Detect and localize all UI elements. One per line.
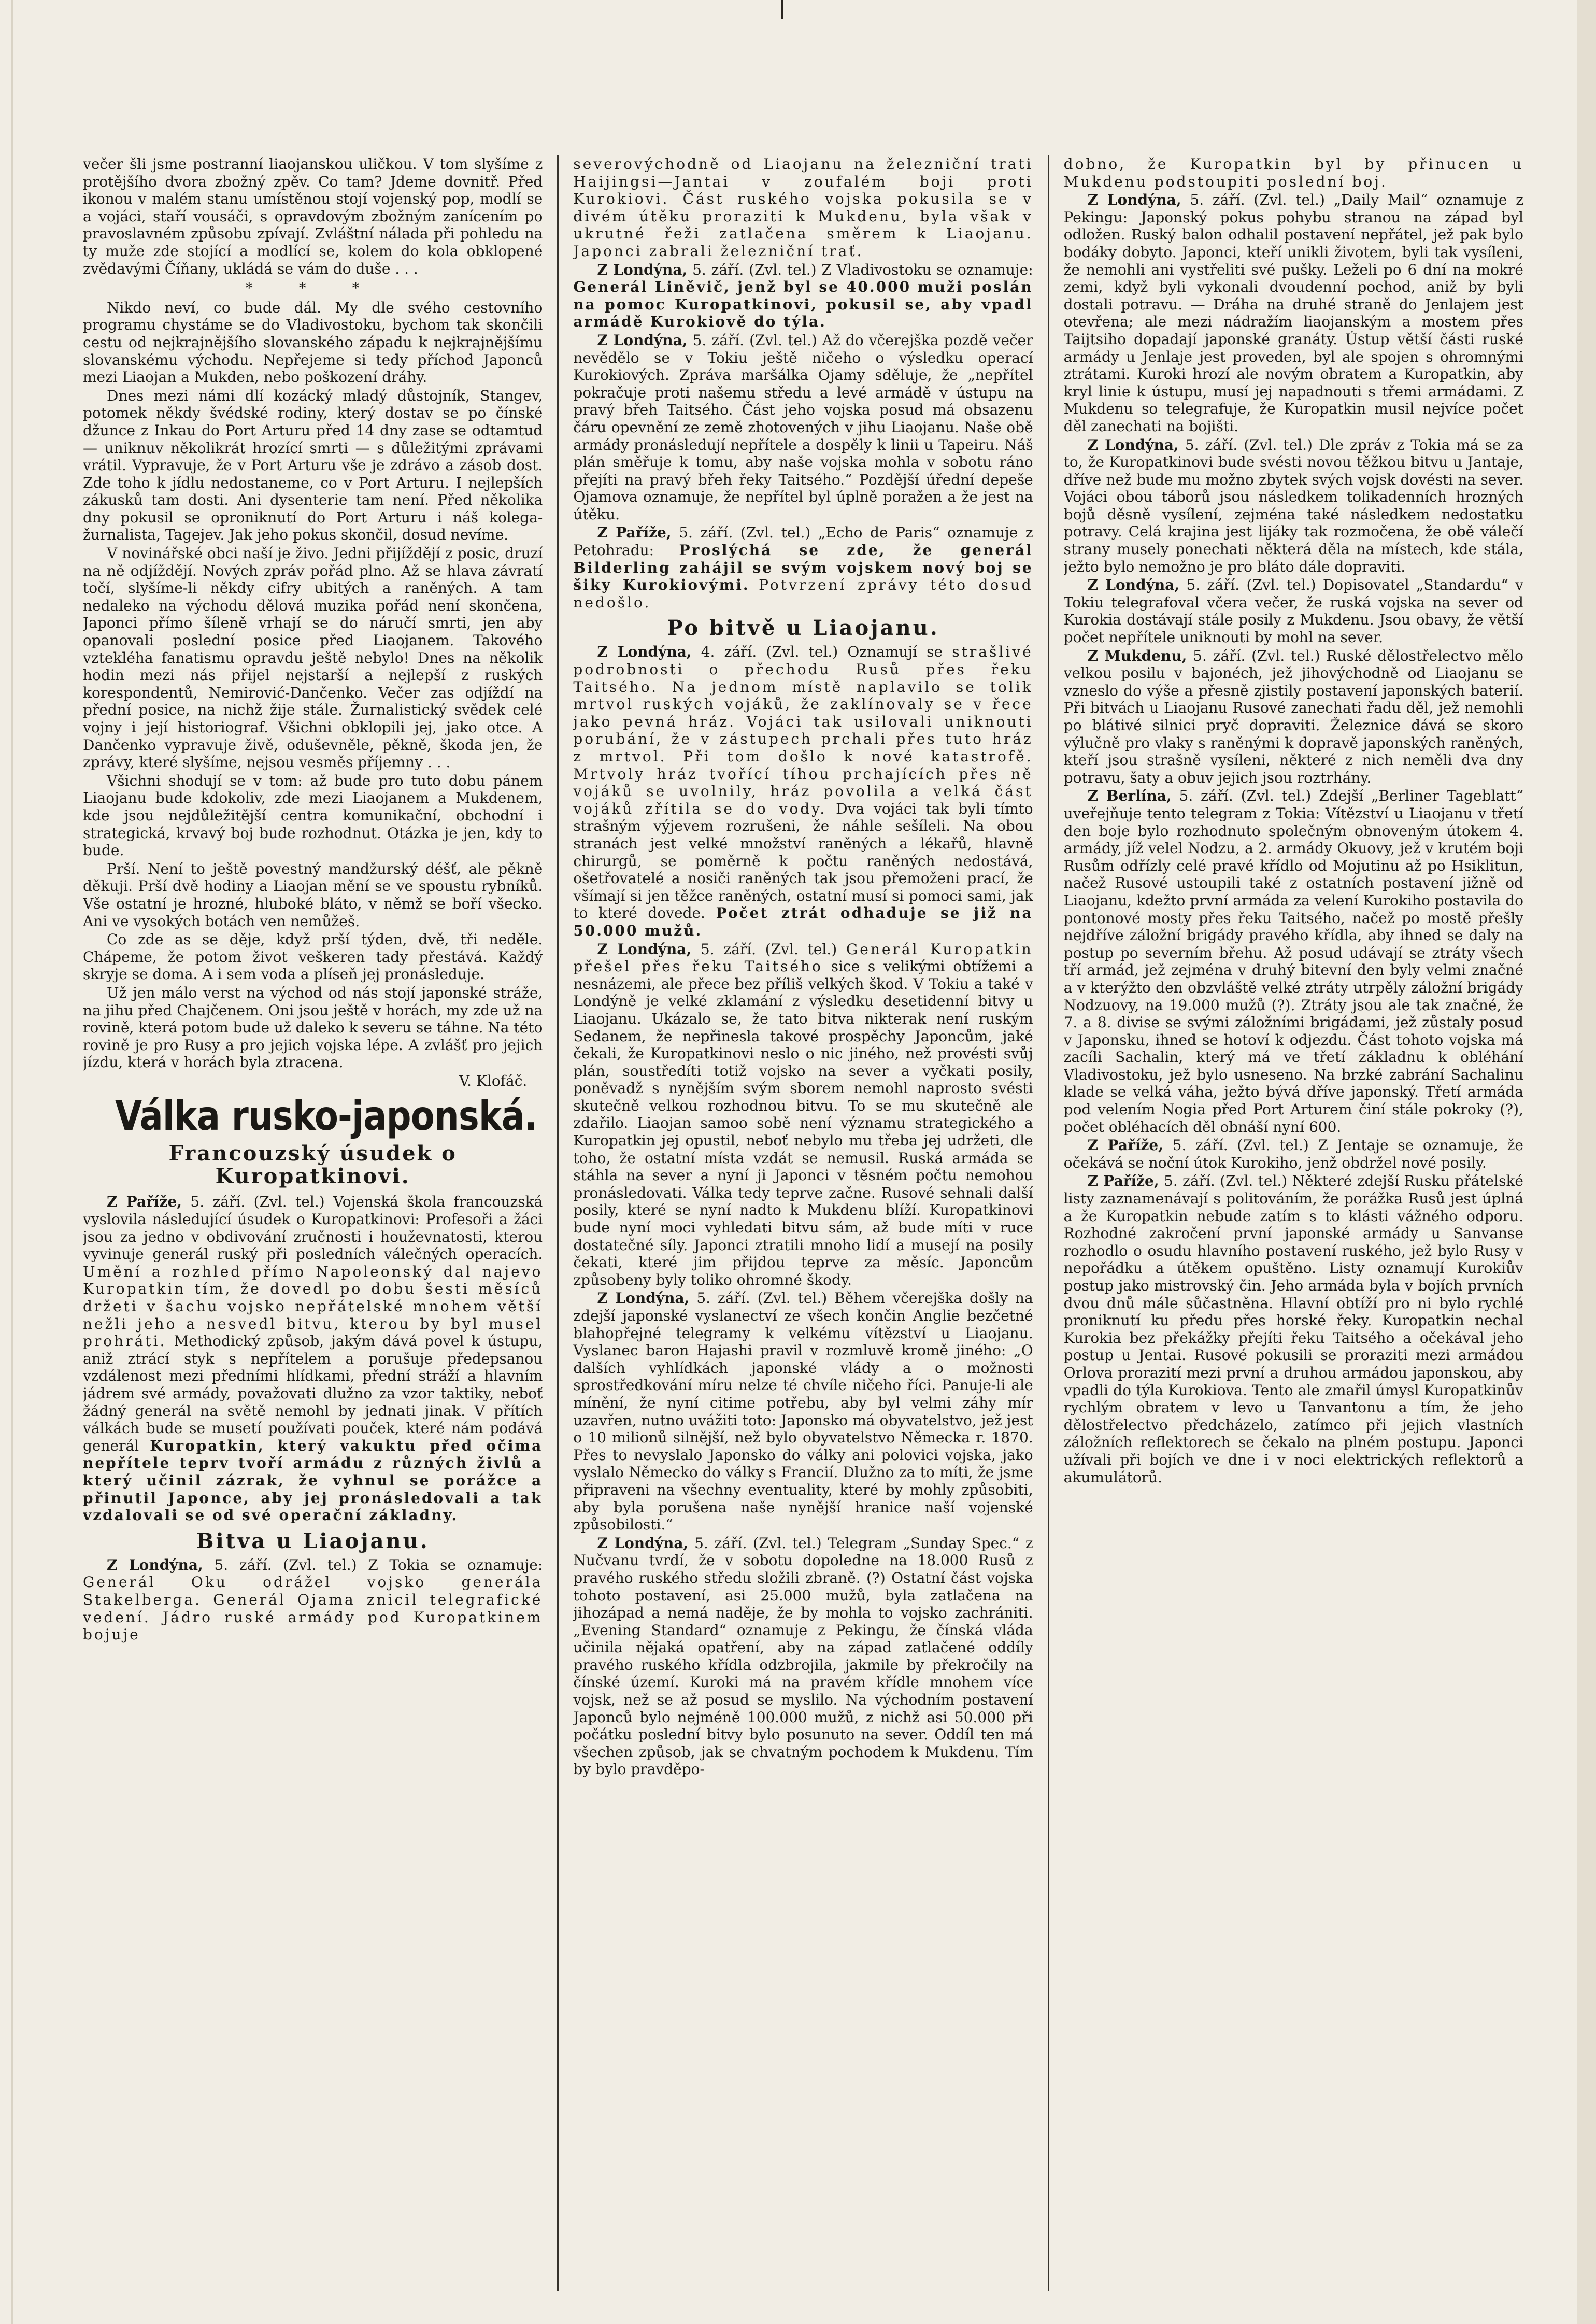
top-crease-mark [781,0,783,19]
report-paragraph: Z Londýna, 5. září. (Zvl. tel.) Telegram „Sunday Spec.“ z Nučvanu tvrdí, že v sobotu dopoledne na 18.000 Rusů z pravého ruského středu složili zbraně. (?) Ostatní část vojska tohoto postavení, asi 25.000 mužů, byla zatlačena na jihozápad a nemá naděje, že by mohla to vojsko zachrániti. „Evening Standard“ oznamuje z Pekingu, že čínská vláda učinila nějaká opatření, aby na západ zatlačené oddíly pravého ruského křídla odzbrojila, jakmile by překročily na čínské území. Kuroki má na pravém křídle mnohem více vojsk, než se až posud se myslilo. Na východním postavení Japonců bylo nejméně 100.000 mužů, z nichž asi 50.000 při počátku poslední bitvy bylo posunuto na sever. Oddíl ten má všechen způsob, jak se chvatným pochodem k Mukdenu. Tím by bylo pravděpo- [573,1534,1033,1778]
article-headline: Bitva u Liaojanu. [196,1528,430,1553]
report-paragraph: Z Londýna, 5. září. (Zvl. tel.) Z Vladivostoku se oznamuje: Generál Liněvič, jenž byl se 40.000 muži poslán na pomoc Kuropatkinovi, pokusil se, aby vpadl armádě Kurokiově do týla. [573,261,1033,331]
report-paragraph: Z Londýna, 5. září. (Zvl. tel.) Generál Kuropatkin přešel přes řeku Taitsého sice s velikými obtížemi a nesnázemi, ale přece bez příliš velkých škod. V Tokiu a také v Londýně je velké zklamání z výsledku desetidenní bitvy u Liaojanu. Ukázalo se, že tato bitva nikterak není ruským Sedanem, že nepřinesla takové prospěchy Japoncům, jaké čekali, že Kuropatkinovi neslo o nic jiného, než provésti svůj plán, soustředíti totiž vojsko na sever a vyčkati posily, poněvadž s nynějším svým sborem nemohl naprosto svésti skutečně velkou rozhodnou bitvu. To se mu skutečně ale zdařilo. Liaojan samoo sobě není významu strategického a Kuropatkin jej opustil, neboť nebylo mu třeba jej udržeti, dle toho, že ostatní místa vzdát se nemusil. Ruská armáda se stáhla na sever a nyní ji Japonci v těsném počtu nemohou pronásledovati. Válka tedy teprve začne. Rusové sehnali další posily, které se nyní nadto k Mukdenu blíží. Kuropatkinovi bude nyní moci vyhledati bitvu sám, až bude míti v ruce dostatečné síly. Japonci ztratili mnoho lidí a musejí na posily čekati, které jim přijdou teprve za měsíc. Japoncům způsobeny byly toliko ohromné škody. [573,940,1033,1288]
dateline-place: Z Londýna, [597,940,692,958]
dateline-place: Z Londýna, [597,331,688,349]
paragraph: Nikdo neví, co bude dál. My dle svého cestovního programu chystáme se do Vladivostoku, bychom tak skončili cestu od nejkrajnějšího slovanského západu k nejkrajnějšímu slovanskému východu. Nepřejeme si tedy příchod Japonců mezi Liaojan a Mukden, nebo poškození dráhy. [83,299,543,386]
paragraph: Všichni shodují se v tom: až bude pro tuto dobu pánem Liaojanu bude kdokoliv, zde mezi Liaojanem a Mukdenem, kde jsou nejdůležitější centra komunikační, obchodní i strategická, krvavý boj bude rozhodnut. Otázka je jen, kdy to bude. [83,772,543,859]
paragraph: Co zde as se děje, když prší týden, dvě, tři neděle. Chápeme, že potom život veškeren tady přestává. Každý skryje se doma. A i sem voda a plíseň jej pronásleduje. [83,931,543,983]
bold-emphasis: Počet ztrát odhaduje se již na 50.000 mužů. [573,904,1033,939]
dateline-place: Z Londýna, [1087,436,1179,454]
section-stars: * * * [245,279,380,297]
dateline-place: Z Londýna, [107,1556,203,1574]
dateline-place: Z Paříže, [1087,1137,1163,1154]
dateline-place: Z Londýna, [597,261,688,278]
spaced-emphasis: Potvrzení zprávy této dosud nedošlo. [573,576,1033,611]
paragraph: Už jen málo verst na východ od nás stojí japonské stráže, na jihu před Chajčenem. Oni jsou ještě v horách, my zde už na rovině, která potom bude už daleko k severu se táhne. Na této rovině je pro Rusy a pro jejich vojska lépe. A zvlášť pro jejich jízdu, která v horách byla ztracena. [83,984,543,1071]
report-paragraph: Z Londýna, 5. září. (Zvl. tel.) Z Tokia se oznamuje: Generál Oku odrážel vojsko generála Stakelberga. Generál Ojama znicil telegrafické vedení. Jádro ruské armády pod Kuropatkinem bojuje [83,1556,543,1643]
dateline-place: Z Paříže, [597,524,672,542]
dateline-place: Z Londýna, [1087,191,1181,209]
article-headline: Po bitvě u Liaojanu. [667,616,939,641]
report-paragraph: Z Paříže, 5. září. (Zvl. tel.) Z Jentaje se oznamuje, že očekává se noční útok Kurokiho, jenž obdržel nové posily. [1063,1137,1523,1171]
spaced-emphasis: strašlivé podrobnosti o přechodu Rusů přes řeku Taitsého. Na jednom místě naplavilo se tolik mrtvol ruských vojáků, že zaklínovaly se v řece jako pevná hráz. Vojáci tak usilovali uniknouti porubání, že v zástupech prchali přes tuto hráz z mrtvol. Při tom došlo k nové katastrofě. Mrtvoly hráz tvořící tíhou prchajících přes ně vojáků se uvolnily, hráz povolila a velká část vojáků zřítila se do vody. [573,643,1033,817]
report-paragraph: Z Londýna, 5. září. (Zvl. tel.) Během včerejška došly na zdejší japonské vyslanectví ze všech končin Anglie bezčetné blahopřejné telegramy k velkému vítězství u Liaojanu. Vyslanec baron Hajashi pravil v rozmluvě kromě jiného: „O dalších vyhlídkách japonské vlády a o možnosti sprostředkování míru nelze té chvíle ničeho říci. Panuje-li ale mínění, že nyní citime potřebu, aby byl velmi záhy mír uzavřen, nutno uvážiti toto: Japonsko má obyvatelstvo, jež jest o 10 milionů silnější, než bylo obyvatelstvo Německa r. 1870. Přes to nevyslalo Japonsko do války ani polovici vojska, jako vyslalo Německo do války s Francií. Dlužno za to míti, že jsme připraveni na všechny eventuality, které by mohly způsobiti, aby byla porušena naše nynější hranice naší vojenské způsobilosti.“ [573,1289,1033,1534]
report-paragraph: Z Paříže, 5. září. (Zvl. tel.) „Echo de Paris“ oznamuje z Petohradu: Proslýchá se zde, že generál Bilderling zahájil se svým vojskem nový boj se šiky Kurokiovými. Potvrzení zprávy této dosud nedošlo. [573,524,1033,611]
report-paragraph: Z Londýna, 5. září. (Zvl. tel.) Až do včerejška pozdě večer nevědělo se v Tokiu ještě ničeho o výsledku operací Kurokiových. Zpráva maršálka Ojamy sděluje, že „nepřítel pokračuje proti našemu středu a levé armádě v ústupu na pravý břeh Taitsého. Část jeho vojska posud má obsazenu čáru opevnění ze země zhotovených v jihu Liaojanu. Naše obě armády pronásledují nepřítele a dospěly k linii u Tapeiru. Náš plán směřuje k tomu, aby naše vojska mohla v sobotu ráno přejíti na pravý břeh řeky Taitsého.“ Pozdější úřední depeše Ojamova oznamuje, že nepřítel byl úplně poražen a že jest na útěku. [573,331,1033,523]
spaced-emphasis: Umění a rozhled přímo Napoleonský dal najevo Kuropatkin tím, že dovedl po dobu šesti měsíců držeti v šachu vojsko nepřátelské mnohem větší nežli jeho a nesvedl bitvu, kterou by byl musel prohráti. [83,1263,543,1350]
column-rule [557,155,559,2291]
column-rule [1048,155,1049,2291]
paragraph-continuation: dobno, že Kuropatkin byl by přinucen u Mukdenu podstoupiti poslední boj. [1063,155,1523,190]
bold-emphasis: Proslýchá se zde, že generál Bilderling zahájil se svým vojskem nový boj se šiky Kurokiovými. [573,542,1033,594]
article-headline: Francouzský úsudek o Kuropatkinovi. [168,1141,457,1189]
report-paragraph: Z Mukdenu, 5. září. (Zvl. tel.) Ruské dělostřelectvo mělo velkou posilu v bajonéch, jež jihovýchodně od Liaojanu se vzneslo do výše a přesně zjistily postavení japonských baterií. Při bitvách u Liaojanu Rusové zanechati řadu děl, jež nemohli po blátivé silnici pryč dopraviti. Železnice dává se skoro výlučně pro vlaky s raněnými k dopravě japonských raněných, kteří jsou strašně vysíleni, některé z nich neměli dva dny potravu, šaty a obuv jejich jsou roztrhány. [1063,647,1523,786]
report-paragraph: Z Paříže, 5. září. (Zvl. tel.) Vojenská škola francouzská vyslovila následující úsudek o Kuropatkinovi: Profesoři a žáci jsou za jedno v obdivování zručnosti i houževnatosti, kterou vyvinuje generál ruský při posledních válečných operacích. Umění a rozhled přímo Napoleonský dal najevo Kuropatkin tím, že dovedl po dobu šesti měsíců držeti v šachu vojsko nepřátelské mnohem větší nežli jeho a nesvedl bitvu, kterou by byl musel prohráti. Methodický způsob, jakým dává povel k ústupu, aniž ztrácí styk s nepřítelem a porušuje předepsanou vzdálenost mezi předními hlídkami, přední stráží a hlavním jádrem své armády, považovati dlužno za vzor taktiky, neboť žádný generál na světě nemohl by jednati jinak. V přítích válkách bude se musetí používati pouček, které nám podává generál Kuropatkin, který vakuktu před očima nepřítele teprv tvoří armádu z různých živlů a který učinil zázrak, že vyhnul se porážce a přinutil Japonce, aby jej pronásledovali a tak vzdalovali se od své operační základny. [83,1193,543,1524]
column-1 [83,155,543,2291]
dateline-place: Z Londýna, [597,643,692,661]
dateline-place: Z Londýna, [597,1289,690,1307]
dateline-place: Z Berlína, [1087,787,1172,805]
spaced-emphasis: Generál Oku odrážel vojsko generála Stakelberga. Generál Ojama znicil telegrafické vedení. Jádro ruské armády pod Kuropatkinem bojuje [83,1574,543,1643]
dateline-place: Z Paříže, [107,1193,182,1211]
column-2 [573,155,1033,2291]
article-ending-paragraph: večer šli jsme postranní liaojanskou uličkou. V tom slyšíme z protějšího dvora zbožný zpěv. Co tam? Jdeme dovnitř. Před ikonou v malém stanu umístěnou stojí vojenský pop, modlí se a vojáci, staří vousáči, s opravdovým zbožným zanícením po pravoslavném způsobu zpívají. Zvláštní nálada při pohledu na ty muže zde stojící a modlící se, kolem do kola obklopené zvědavými Číňany, ukládá se vám do duše . . . [83,155,543,277]
report-paragraph: Z Paříže, 5. září. (Zvl. tel.) Některé zdejší Rusku přátelské listy zaznamenávají s politováním, že porážka Rusů jest úplná a že Kuropatkin nebude zatím s to klásti vážného odporu. Rozhodné zakročení první japonské armády u Sanvanse rozhodlo o osudu hlavního postavení ruského, jež bylo Rusy v nepořádku a útěkem opuštěno. Listy oznamují Kurokiův postup jako mistrovský čin. Jeho armáda byla v bojích prvních dvou dnů mále sůčastněna. Hlavní obtíží pro ni bylo rychlé proniknutí ku předu přes horské řeky. Kuropatkin nechal Kurokia bez překážky přejíti řeku Taitsého a očekával jeho postup u Jentai. Rusové pokusili se proraziti mezi armádou Orlova prorazití mezi první a druhou armádou japonskou, aby vpadli do týla Kurokiova. Tento ale zmařil úmysl Kuropatkinův rychlým obratem v levo u Tanvantonu a tím, že jeho dělostřelectvo předcházelo, zatímco při jejich vlastních záložních reflektorech se čekalo na plném postupu. Japonci užívali při bojích ve dne i v noci elektrických reflektorů a akumulátorů. [1063,1172,1523,1486]
report-paragraph: Z Londýna, 5. září. (Zvl. tel.) Dle zpráv z Tokia má se za to, že Kuropatkinovi bude svésti novou těžkou bitvu u Jantaje, dříve než bude mu možno zbytek svých vojsk dovésti na sever. Vojáci obou táborů jsou následkem tolikadenních hrozných bojů děsně vysílení, zejména také následkem nedostatku potravy. Celá krajina jest lijáky tak rozmočena, že obě válečí strany musely ponechati některá děla na místech, kde stála, ježto bylo nemožno je pro bláto dále dopraviti. [1063,436,1523,575]
bold-emphasis: Generál Liněvič, jenž byl se 40.000 muži poslán na pomoc Kuropatkinovi, pokusil se, aby vpadl armádě Kurokiově do týla. [573,278,1033,331]
report-paragraph: Z Berlína, 5. září. (Zvl. tel.) Zdejší „Berliner Tageblatt“ uveřejňuje tento telegram z Tokia: Vítězství u Liaojanu v třetí den boje bylo rozhodnuto společným obnoveným útokem 4. armády, jíž velel Nodzu, a 2. armády Okuovy, jež v krutém boji Rusům odřízly celé pravé křídlo od Mojutinu až po Hsiklitun, načež Rusové ustoupili také z ostatních postavení jižně od Liaojanu, kdežto první armáda za velení Kurokiho postavila do pontonové mosty přes řeku Taitsého, načež po mostě přešly nejdříve záložní brigády pravého křídla, aby ihned se daly na postup po severním břehu. Až posud udávají se ztráty všech tří armád, jež zejména v druhý bitevní den byly velmi značné a v kterýžto den obzvláště velké ztráty utrpěly záložní brigády Nodzuovy, na 19.000 mužů (?). Ztráty jsou ale tak značné, že 7. a 8. divise se svými záložními brigádami, jež zůstaly posud v Japonsku, ihned se hotoví k odjezdu. Část tohoto vojska má zacíli Sachalin, který má ve třetí základnu k obléhání Vladivostoku, jež bylo usneseno. Na brzké zabrání Sachalinu klade se velká váha, ježto bývá dříve japonský. Třetí armáda pod velením Nogia před Port Arturem činí stále pokroky (?), počet obléhacích děl obnáší nyní 600. [1063,787,1523,1136]
paragraph: Prší. Není to ještě povestný mandžurský déšť, ale pěkně děkuji. Prší dvě hodiny a Liaojan mění se ve spoustu rybníků. Vše ostatní je hrozné, hluboké bláto, v němž se boří všecko. Ani ve vysokých botách ven nemůžeš. [83,860,543,930]
report-paragraph: Z Londýna, 4. září. (Zvl. tel.) Oznamují se strašlivé podrobnosti o přechodu Rusů přes řeku Taitsého. Na jednom místě naplavilo se tolik mrtvol ruských vojáků, že zaklínovaly se v řece jako pevná hráz. Vojáci tak usilovali uniknouti porubání, že v zástupech prchali přes tuto hráz z mrtvol. Při tom došlo k nové katastrofě. Mrtvoly hráz tvořící tíhou prchajících přes ně vojáků se uvolnily, hráz povolila a velká část vojáků zřítila se do vody. Dva vojáci tak byli tímto strašným výjevem rozrušeni, že náhle sešíleli. Na obou stranách jest velké množství raněných a lékařů, hlavně chirurgů, se poměrně k počtu raněných nedostává, ošetřovatelé a nosiči raněných tak jsou přemoženi prací, že všímají si jen těžce raněných, ostatní musí si pomoci sami, jak to které dovede. Počet ztrát odhaduje se již na 50.000 mužů. [573,643,1033,939]
paragraph-continuation: severovýchodně od Liaojanu na železniční trati Haijingsi—Jantai v zoufalém boji proti Kurokiovi. Část ruského vojska pokusila se v divém útěku proraziti k Mukdenu, byla však v ukrutné řeži zatlačena směrem k Liaojanu. Japonci zabrali železniční trať. [573,155,1033,260]
report-paragraph: Z Londýna, 5. září. (Zvl. tel.) Dopisovatel „Standardu“ v Tokiu telegrafoval včera večer, že ruská vojska na sever od Kurokia dostávají stále posily z Mukdenu. Jsou obavy, že větší počet nepřítele uniknouti by mohl na sever. [1063,576,1523,646]
text-columns [83,155,1523,2291]
column-3 [1064,155,1523,2291]
spaced-emphasis: Generál Kuropatkin přešel přes řeku Taitsého [573,940,1033,975]
dateline-place: Z Mukdenu, [1087,647,1187,664]
dateline-place: Z Londýna, [597,1534,689,1552]
paragraph: Dnes mezi námi dlí kozácký mladý důstojník, Stangev, potomek někdy švédské rodiny, který dostav se po čínské džunce z Inkau do Port Arturu před 14 dny zase se odtamtud — uniknuv několikrát hrozící smrti — s důležitými zprávami vrátil. Vypravuje, že v Port Arturu vše je zdrávo a zásob dost. Zde toho k jídlu nedostaneme, co v Port Arturu. I nejlepších zákusků tam dosti. Ani dysenterie tam není. Před několika dny pokusil se oproniknutí do Port Arturu i náš kolega-žurnalista, Tagejev. Jak jeho pokus skončil, dosud nevíme. [83,387,543,544]
author-signature: V. Klofáč. [459,1072,528,1089]
section-headline: Válka rusko-japonská. [115,1093,537,1140]
bold-emphasis: Kuropatkin, který vakuktu před očima nepřítele teprv tvoří armádu z různých živlů a který učinil zázrak, že vyhnul se porážce a přinutil Japonce, aby jej pronásledovali a tak vzdalovali se od své operační základny. [83,1437,543,1524]
report-paragraph: Z Londýna, 5. září. (Zvl. tel.) „Daily Mail“ oznamuje z Pekingu: Japonský pokus pohybu stranou na západ byl odložen. Ruský balon odhalil postavení nepřátel, jež pak bylo bodáky dobyto. Japonci, kteří unikli životem, byli tak vysíleni, že nemohli ani vystřeliti své pušky. Leželi po 6 dní na mokré zemi, když byli vykonali dvoudenní pochod, aniž by byli dostali potravu. — Dráha na druhé straně do Jenlajem jest otevřena; ale mezi nádražím liaojanským a mostem přes Taijtsiho dopadají japonské granáty. Ústup větší části ruské armády u Jenlaje jest proveden, byl ale spojen s ohromnými ztrátami. Kuroki hrozí ale novým obratem a Kuropatkin, aby kryl linie k ústupu, musí jej napadnouti s třemi armádami. Z Mukdenu so telegrafuje, že Kuropatkin musil nejvíce počet děl zanechati na bojišti. [1063,191,1523,435]
paragraph: V novinářské obci naší je živo. Jedni přijíždějí z posic, druzí na ně odjíždějí. Nových zpráv pořád plno. Až se hlava závratí točí, slyšíme-li někdy cifry ubitých a raněných. A tam nedaleko na východu dělová muzika pořád není skončena, Japonci přímo šíleně vrhají se do náručí smrti, jen aby opanovali poslední posice před Liaojanem. Takového vztekléha fanatismu opravdu ještě nebylo! Dnes na několik hodin mezi nás přijel nejstarší a nejlepší z ruských korespondentů, Nemirović-Dančenko. Večer zas odjíždí na přední posice, na nichž žije stále. Žurnalistický svědek celé vojny i její historiograf. Všichni obklopili jej, jako otce. A Dančenko vypravuje živě, oduševněle, pěkně, škoda jen, že zprávy, které slyšíme, nejsou vesměs příjemny . . . [83,545,543,771]
page-edge-right [1577,0,1596,2324]
dateline-place: Z Londýna, [1087,576,1180,594]
dateline-place: Z Paříže, [1087,1172,1159,1190]
binding-edge [11,0,13,2324]
